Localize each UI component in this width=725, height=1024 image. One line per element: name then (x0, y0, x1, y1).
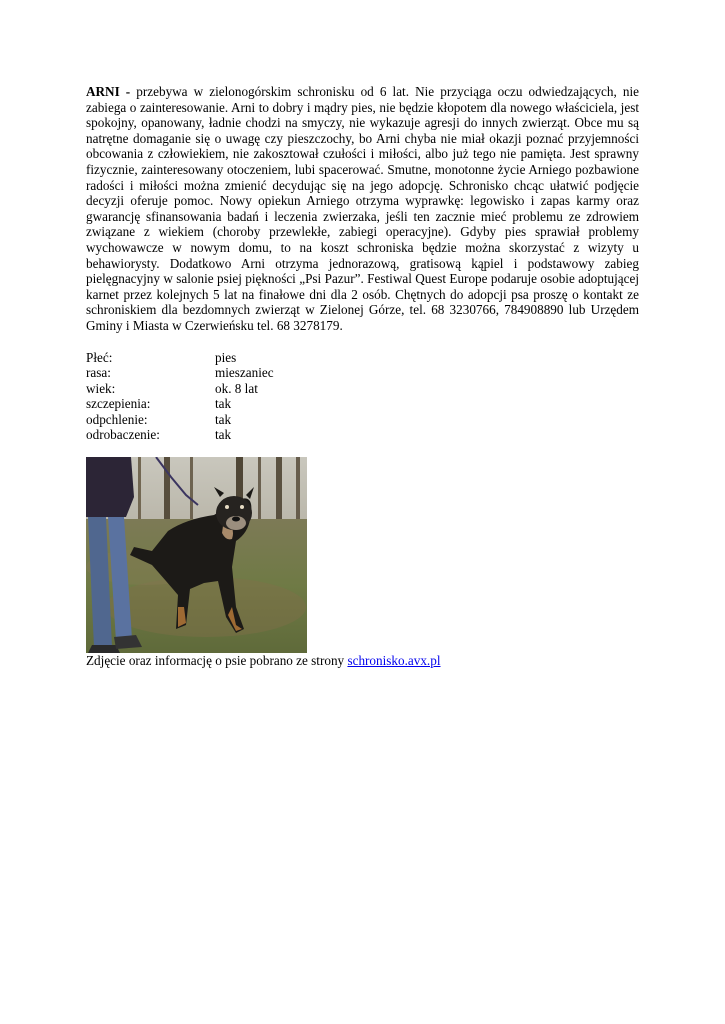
fact-row-deworming (86, 427, 639, 443)
fact-value-vaccination: tak (215, 396, 232, 412)
dog-description-text: przebywa w zielonogórskim schronisku od 6 lat. Nie przyciąga oczu odwiedzających, nie zabiega o zainteresowanie. Arni to dobry i mądry pies, nie będzie kłopotem dla nowego właściciela, jest spokojny, opanowany, ładnie chodzi na smyczy, nie wykazuje agresji do innych zwierząt. Obce mu są natrętne domaganie się o uwagę czy pieszczochy, bo Arni chyba nie miał okazji poznać przyjemności obcowania z człowiekiem, nie zakosztował czułości i miłości, albo już tego nie pamięta. Jest sprawny fizycznie, zainteresowany otoczeniem, lubi spacerować. Smutne, monotonne życie Arniego pozbawione radości i miłości można zmienić decydując się na jego adopcję. Schronisko chcąc ułatwić podjęcie decyzji oferuje pomoc. Nowy opiekun Arniego otrzyma wyprawkę: legowisko i zapas karmy oraz gwarancję sfinansowania badań i leczenia zwierzaka, jeśli ten zacznie mieć problemu ze zdrowiem związane z wiekiem (choroby przewlekłe, zabiegi operacyjne). Gdyby pies sprawiał problemy wychowawcze w nowym domu, to na koszt schroniska będzie można skorzystać z wizyty u behawiorysty. Dodatkowo Arni otrzyma jednorazową, gratisową kąpiel i podstawowy zabieg pielęgnacyjny w salonie psiej piękności „Psi Pazur”. Festiwal Quest Europe podaruje osobie adoptującej karnet przez kolejnych 5 lat na finałowe dni dla 2 osób. Chętnych do adopcji psa proszę o kontakt ze schroniskiem dla bezdomnych zwierząt w Zielonej Górze, tel. 68 3230766, 784908890 lub Urzędem Gminy i Miasta w Czerwieńsku tel. 68 3278179. (86, 84, 639, 333)
fact-label-deworming: odrobaczenie: (86, 427, 160, 443)
fact-value-sex: pies (215, 349, 237, 365)
photo-caption (86, 653, 639, 669)
photo-caption-text: Zdjęcie oraz informację o psie pobrano ze strony (86, 653, 348, 669)
fact-value-breed: mieszaniec (215, 365, 274, 381)
dog-photo (86, 457, 307, 653)
fact-row-vaccination (86, 396, 639, 412)
fact-label-vaccination: szczepienia: (86, 396, 151, 412)
dog-facts-table (86, 350, 639, 444)
fact-row-age (86, 381, 639, 397)
fact-row-flea-treatment (86, 412, 639, 428)
dog-name: ARNI - (86, 84, 131, 99)
dog-description (86, 84, 639, 334)
source-website-link[interactable]: schronisko.avx.pl (347, 653, 441, 669)
fact-label-age: wiek: (86, 380, 116, 396)
fact-row-sex (86, 350, 639, 366)
fact-label-breed: rasa: (86, 365, 111, 381)
fact-value-deworming: tak (215, 427, 232, 443)
fact-value-age: ok. 8 lat (215, 380, 258, 396)
fact-label-flea-treatment: odpchlenie: (86, 411, 148, 427)
fact-row-breed (86, 365, 639, 381)
document-page (86, 84, 639, 669)
fact-value-flea-treatment: tak (215, 411, 232, 427)
fact-label-sex: Płeć: (86, 349, 113, 365)
